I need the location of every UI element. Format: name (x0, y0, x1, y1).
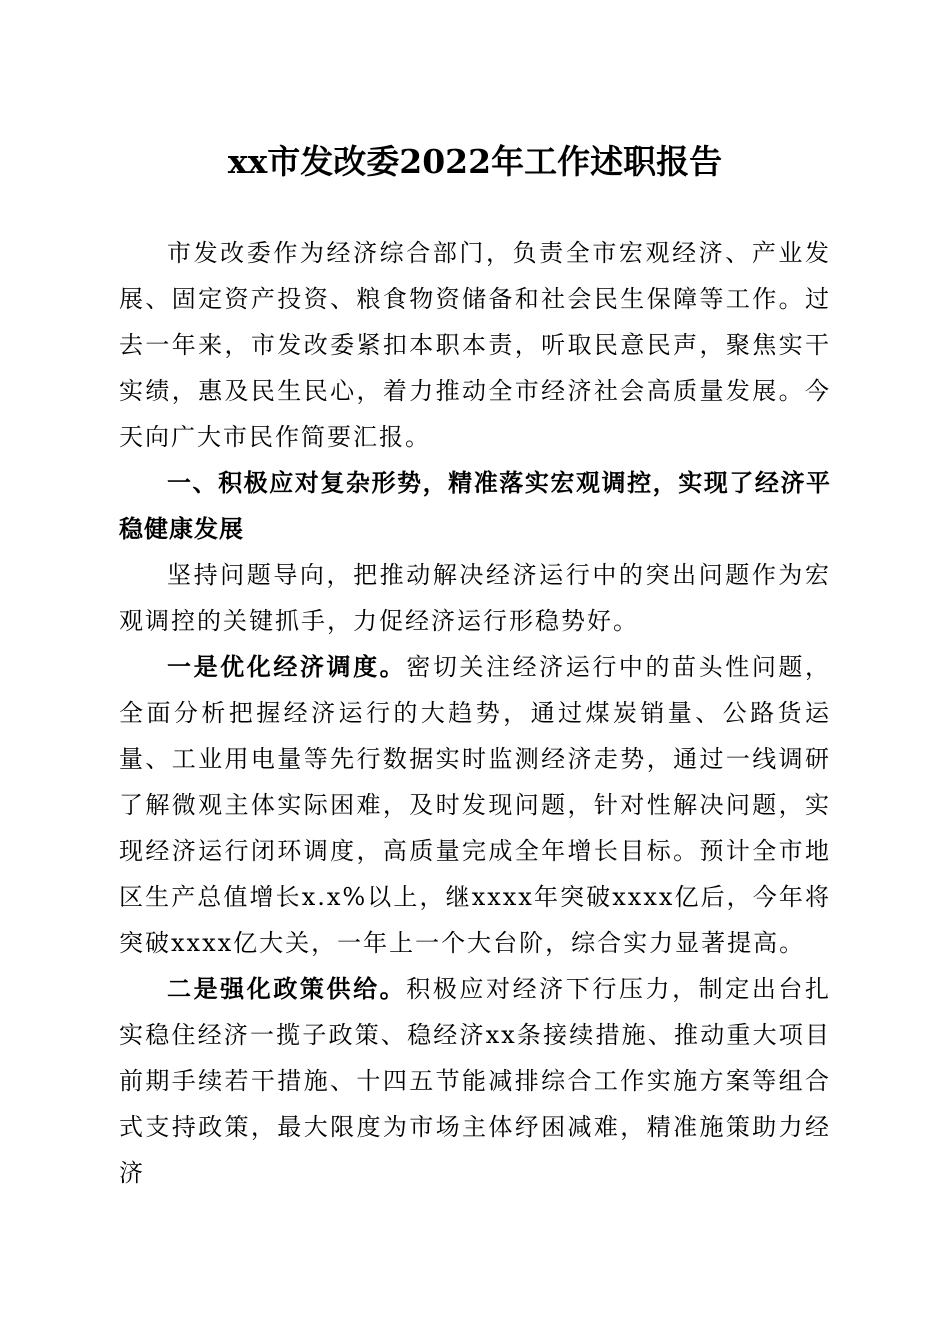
item-text-2: 积极应对经济下行压力，制定出台扎实稳住经济一揽子政策、稳经济xx条接续措施、推动重大项目前期手续若干措施、十四五节能减排综合工作实施方案等组合式支持政策，最大限度为市场主体纾困减难，精准施策助力经济 (119, 975, 831, 1187)
item-paragraph-2 (119, 966, 831, 1196)
section-summary-paragraph: 坚持问题导向，把推动解决经济运行中的突出问题作为宏观调控的关键抓手，力促经济运行形稳势好。 (119, 561, 831, 635)
document-title: xx市发改委2022年工作述职报告 (227, 142, 723, 181)
item-paragraph-1 (119, 644, 831, 966)
intro-paragraph: 市发改委作为经济综合部门，负责全市宏观经济、产业发展、固定资产投资、粮食物资储备和社会民生保障等工作。过去一年来，市发改委紧扣本职本责，听取民意民声，聚焦实干实绩，惠及民生民心，着力推动全市经济社会高质量发展。今天向广大市民作简要汇报。 (119, 239, 831, 451)
document-body (119, 230, 831, 1196)
item-text-1: 密切关注经济运行中的苗头性问题，全面分析把握经济运行的大趋势，通过煤炭销量、公路货运量、工业用电量等先行数据实时监测经济走势，通过一线调研了解微观主体实际困难，及时发现问题，针对性解决问题，实现经济运行闭环调度，高质量完成全年增长目标。预计全市地区生产总值增长x.x%以上，继xxxx年突破xxxx亿后，今年将突破xxxx亿大关，一年上一个大台阶，综合实力显著提高。 (119, 653, 831, 957)
section-heading: 一、积极应对复杂形势，精准落实宏观调控，实现了经济平稳健康发展 (119, 469, 831, 543)
item-lead-2: 二是强化政策供给。 (167, 974, 407, 1003)
item-lead-1: 一是优化经济调度。 (167, 652, 407, 681)
